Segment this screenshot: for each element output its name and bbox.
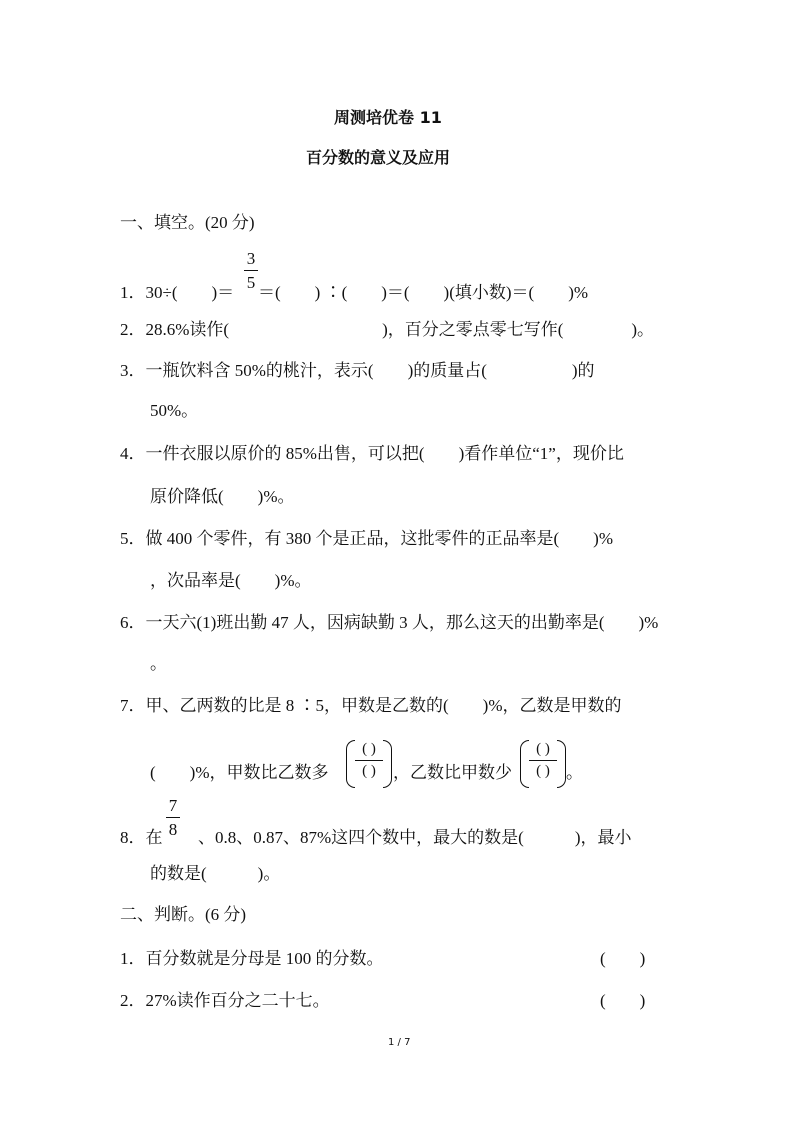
page-number: 1 / 7 xyxy=(388,1037,411,1048)
q7-blank-fraction-1 xyxy=(346,740,392,786)
q1-fraction-numerator: 3 xyxy=(246,249,256,268)
judgement-item-2: 2．27%读作百分之二十七。 xyxy=(120,991,330,1010)
q6-line2: 。 xyxy=(150,654,167,673)
judgement-blank-2: ( ) xyxy=(600,991,646,1010)
blank-fraction-numerator: ( ) xyxy=(362,741,376,757)
blank-fraction-denominator: ( ) xyxy=(536,763,550,779)
q8-fraction-numerator: 7 xyxy=(168,796,178,815)
q7-line2-b: ，乙数比甲数少 xyxy=(393,763,512,782)
q7-line1: 7．甲、乙两数的比是 8 ∶5，甲数是乙数的( )%，乙数是甲数的 xyxy=(120,696,622,715)
q1-fraction xyxy=(244,250,258,291)
blank-fraction-numerator: ( ) xyxy=(536,741,550,757)
q7-line2-c: 。 xyxy=(566,763,583,782)
page-subtitle: 百分数的意义及应用 xyxy=(306,148,451,167)
q5-line1: 5．做 400 个零件，有 380 个是正品，这批零件的正品率是( )% xyxy=(120,529,613,548)
judgement-blank-1: ( ) xyxy=(600,949,646,968)
q4-line2: 原价降低( )%。 xyxy=(150,487,295,506)
q8-prefix: 8．在 xyxy=(120,828,163,847)
q3-line2: 50%。 xyxy=(150,401,199,420)
q8-line2: 的数是( )。 xyxy=(150,864,281,883)
q1-part-b: ＝( ) ∶( )＝( )(填小数)＝( )% xyxy=(258,283,589,302)
judgement-item-1: 1．百分数就是分母是 100 的分数。 xyxy=(120,949,384,968)
q8-fraction-denominator: 8 xyxy=(168,820,178,839)
page-title: 周测培优卷 11 xyxy=(334,108,442,127)
q5-line2: ，次品率是( )%。 xyxy=(150,571,312,590)
q1-part-a: 1．30÷( )＝ xyxy=(120,283,235,302)
q8-line1: 、0.8、0.87、87%这四个数中，最大的数是( )，最小 xyxy=(198,828,632,847)
q2-text: 2．28.6%读作( )，百分之零点零七写作( )。 xyxy=(120,320,655,339)
q7-blank-fraction-2 xyxy=(520,740,566,786)
q4-line1: 4．一件衣服以原价的 85%出售，可以把( )看作单位“1”，现价比 xyxy=(120,444,624,463)
section2-heading: 二、判断。(6 分) xyxy=(120,905,247,924)
section1-heading: 一、填空。(20 分) xyxy=(120,213,255,232)
q1-fraction-denominator: 5 xyxy=(246,273,256,292)
blank-fraction-denominator: ( ) xyxy=(362,763,376,779)
q6-line1: 6．一天六(1)班出勤 47 人，因病缺勤 3 人，那么这天的出勤率是( )% xyxy=(120,613,659,632)
q8-fraction xyxy=(166,797,180,838)
q3-line1: 3．一瓶饮料含 50%的桃汁，表示( )的质量占( )的 xyxy=(120,361,595,380)
q7-line2-a: ( )%，甲数比乙数多 xyxy=(150,763,329,782)
